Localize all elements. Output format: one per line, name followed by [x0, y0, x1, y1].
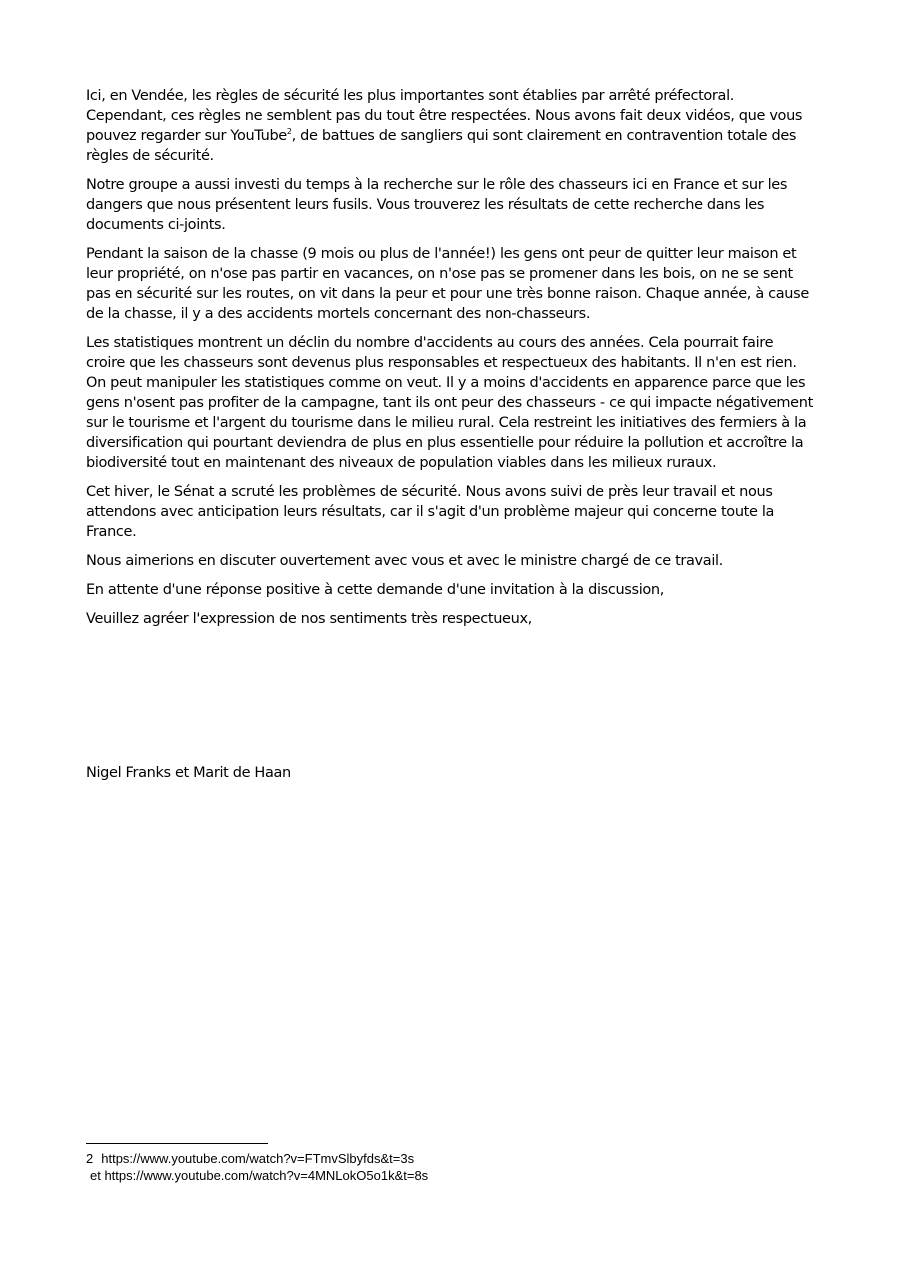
paragraph-2: Notre groupe a aussi investi du temps à la recherche sur le rôle des chasseurs ici en France et sur les dangers que nous présentent leurs fusils. Vous trouverez les résultats de cette recherche dans les documents ci-joints.: [86, 177, 788, 233]
letter-body: [86, 86, 816, 638]
paragraph-4: Les statistiques montrent un déclin du nombre d'accidents au cours des années. Cela pourrait faire croire que les chasseurs sont devenus plus responsables et respectueux des habitants. Il n'en est rien. On peut manipuler les statistiques comme on veut. Il y a moins d'accidents en apparence parce que les gens n'osent pas profiter de la campagne, tant ils ont peur des chasseurs - ce qui impacte négativement sur le tourisme et l'argent du tourisme dans le milieu rural. Cela restreint les initiatives des fermiers à la diversification qui pourtant deviendra de plus en plus essentielle pour réduire la pollution et accroître la biodiversité tout en maintenant des niveaux de population viables dans les milieux ruraux.: [86, 335, 813, 471]
paragraph-1: [86, 86, 816, 166]
footnote-divider: [86, 1143, 268, 1144]
paragraph-1-text-end: , de battues de sangliers qui sont clairement en contravention totale des règles de sécurité.: [86, 128, 797, 164]
paragraph-1-text: Ici, en Vendée, les règles de sécurité les plus importantes sont établies par arrêté préfectoral. Cependant, ces règles ne semblent pas du tout être respectées. Nous avons fait deux vidéos, que vous pouvez regarder sur YouTube: [86, 88, 803, 144]
footnote-link-1: https://www.youtube.com/watch?v=FTmvSlbyfds&t=3s: [101, 1151, 415, 1166]
footnote-number: 2: [86, 1151, 94, 1166]
footnote-line-2: et https://www.youtube.com/watch?v=4MNLokO5o1k&t=8s: [90, 1168, 429, 1183]
paragraph-7: En attente d'une réponse positive à cette demande d'une invitation à la discussion,: [86, 582, 664, 598]
paragraph-3: Pendant la saison de la chasse (9 mois ou plus de l'année!) les gens ont peur de quitter leur maison et leur propriété, on n'ose pas partir en vacances, on n'ose pas se promener dans les bois, on ne se sent pas en sécurité sur les routes, on vit dans la peur et pour une très bonne raison. Chaque année, à cause de la chasse, il y a des accidents mortels concernant des non-chasseurs.: [86, 246, 809, 322]
footnote-line-1: [86, 1150, 428, 1167]
signature: Nigel Franks et Marit de Haan: [86, 765, 291, 781]
paragraph-6: Nous aimerions en discuter ouvertement avec vous et avec le ministre chargé de ce travail.: [86, 553, 723, 569]
paragraph-8: Veuillez agréer l'expression de nos sentiments très respectueux,: [86, 611, 532, 627]
paragraph-5: Cet hiver, le Sénat a scruté les problèmes de sécurité. Nous avons suivi de près leur travail et nous attendons avec anticipation leurs résultats, car il s'agit d'un problème majeur qui concerne toute la France.: [86, 484, 775, 540]
footnotes: [86, 1150, 428, 1184]
footnote-reference: 2: [286, 127, 292, 137]
